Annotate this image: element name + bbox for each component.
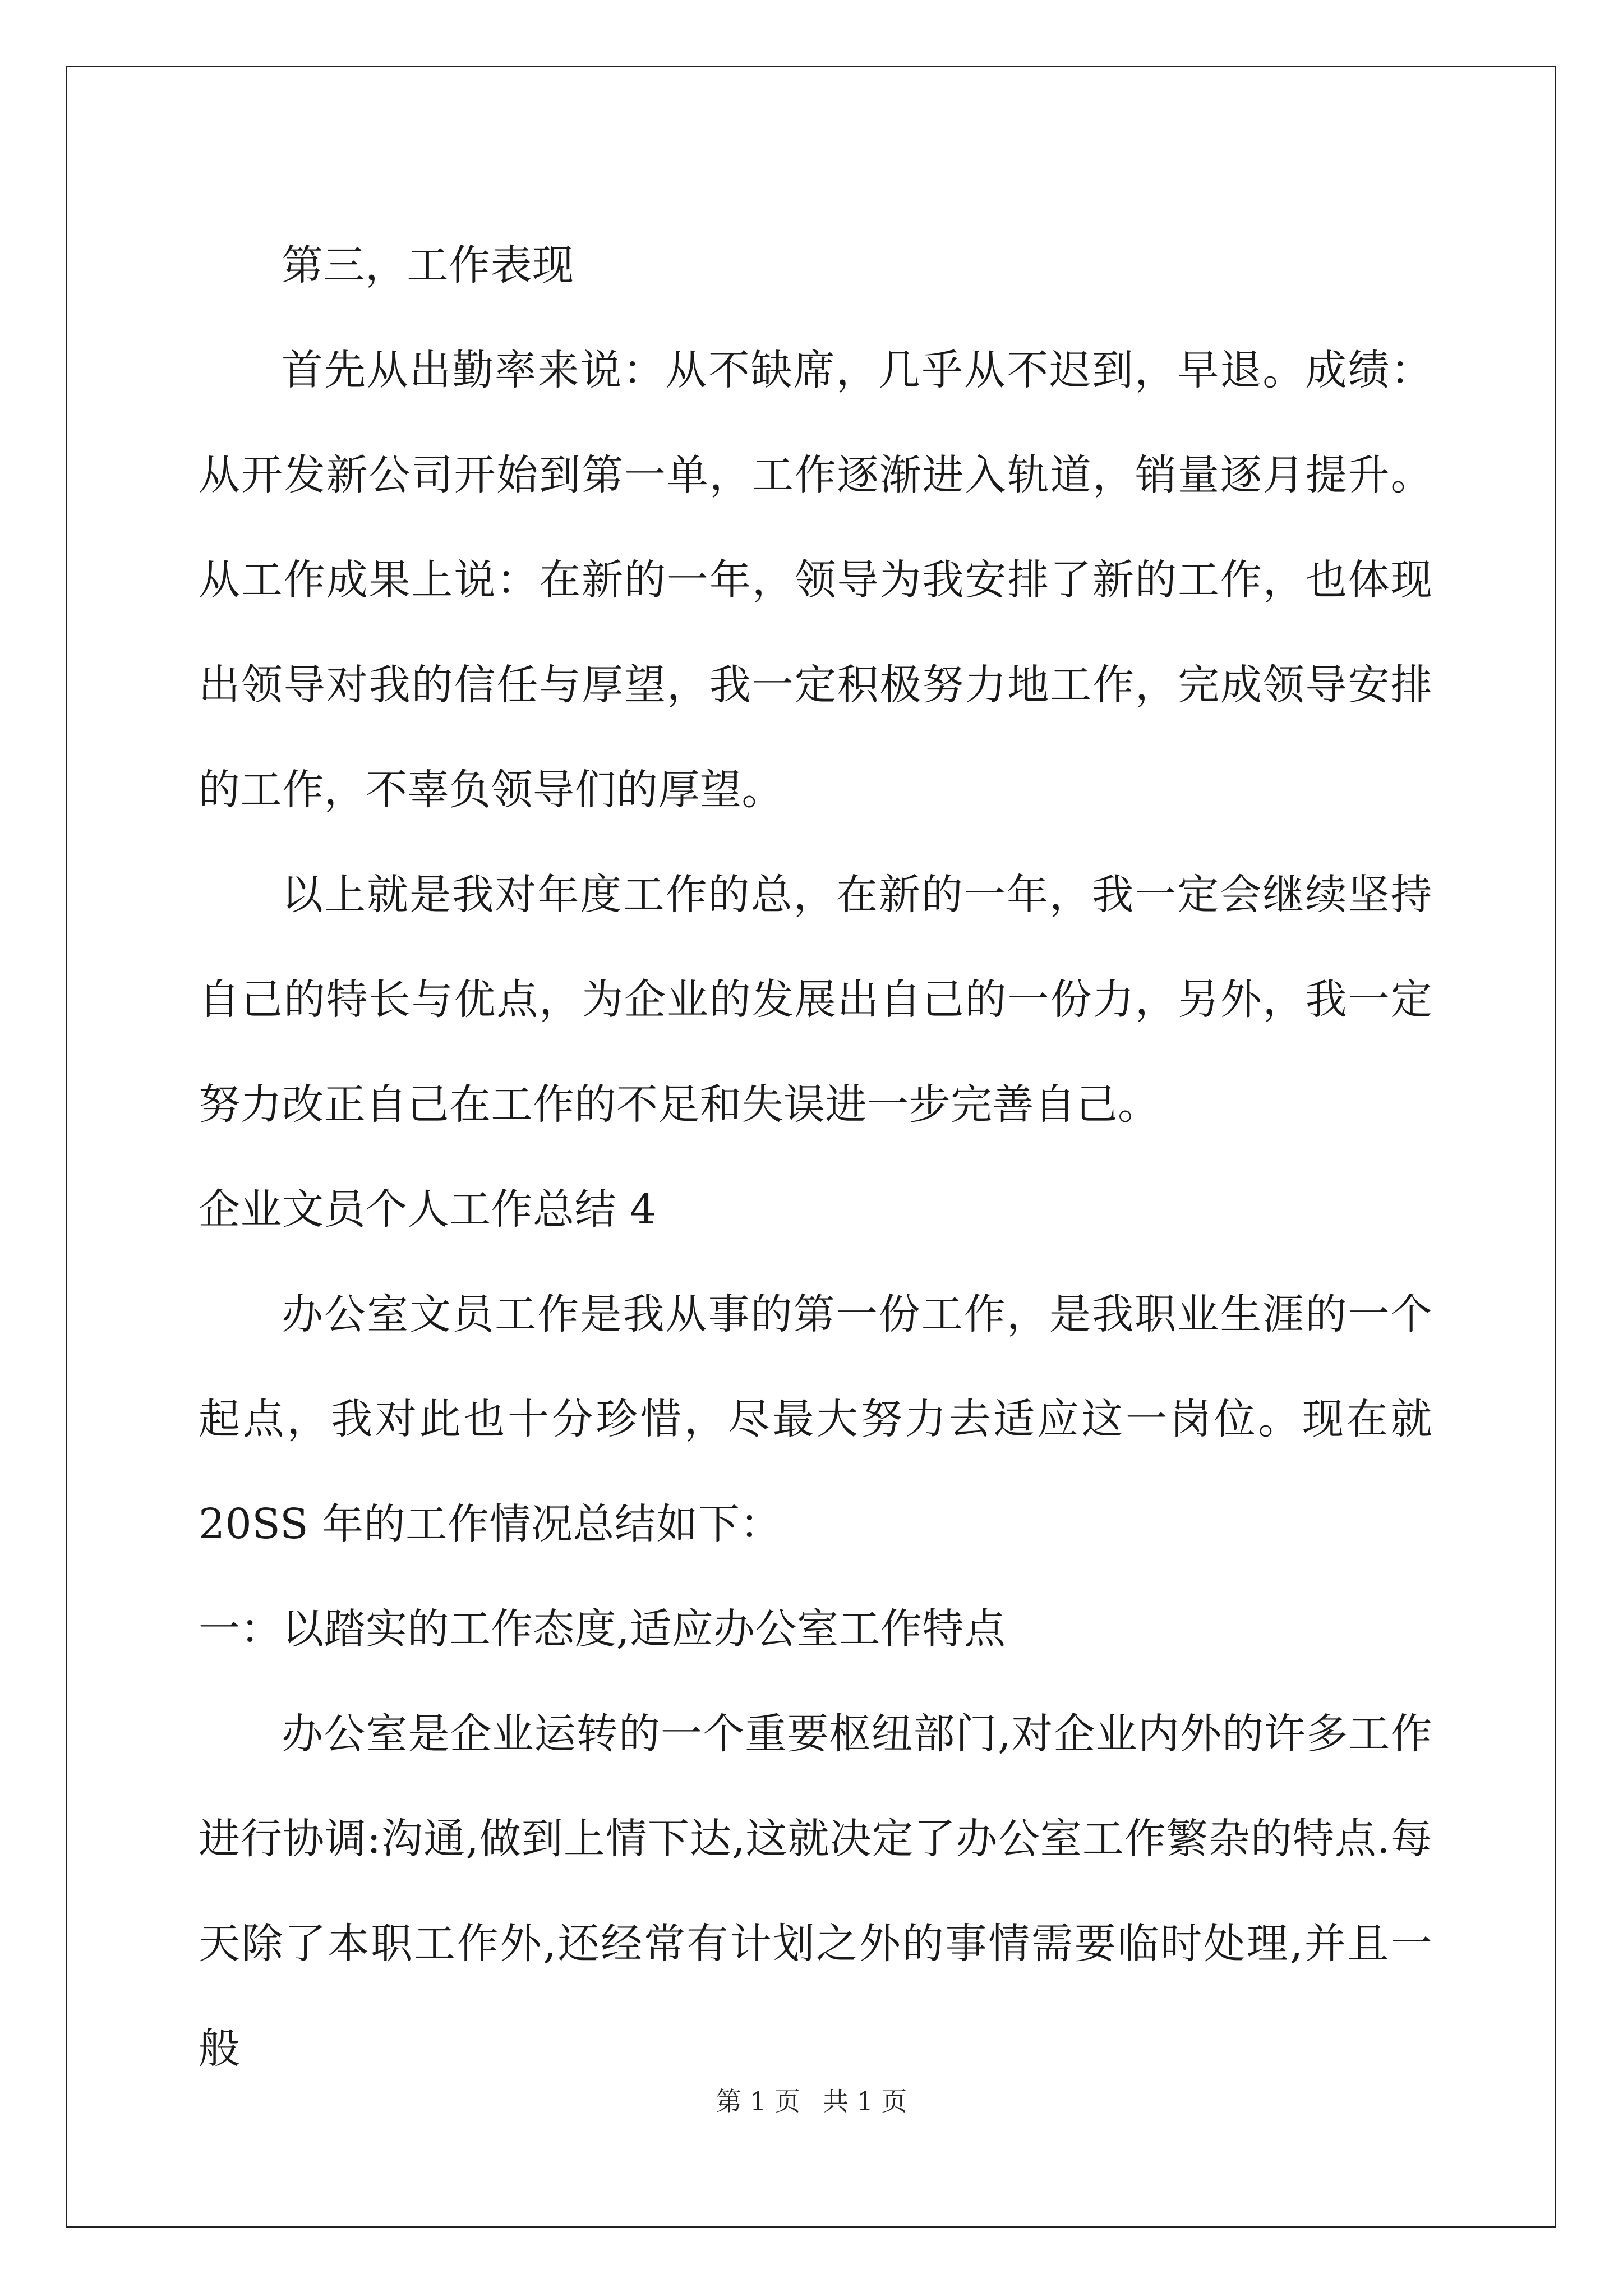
paragraph-intro: 办公室文员工作是我从事的第一份工作，是我职业生涯的一个起点，我对此也十分珍惜，尽最大努力去适应这一岗位。现在就 20SS 年的工作情况总结如下： [199,1290,1432,1548]
page-footer [0,2081,1623,2118]
page-total: 共 1 页 [823,2086,907,2116]
page-number: 第 1 页 [716,2086,800,2116]
paragraph-attendance: 首先从出勤率来说：从不缺席，几乎从不迟到，早退。成绩：从开发新公司开始到第一单，工作逐渐进入轨道，销量逐月提升。从工作成果上说：在新的一年，领导为我安排了新的工作，也体现出领导对我的信任与厚望，我一定积极努力地工作，完成领导安排的工作，不辜负领导们的厚望。 [199,346,1432,814]
paragraph-summary: 以上就是我对年度工作的总，在新的一年，我一定会继续坚持自己的特长与优点，为企业的发展出自己的一份力，另外，我一定努力改正自己在工作的不足和失误进一步完善自己。 [199,871,1432,1129]
paragraph-office-role: 办公室是企业运转的一个重要枢纽部门,对企业内外的许多工作进行协调:沟通,做到上情下达,这就决定了办公室工作繁杂的特点.每天除了本职工作外,还经常有计划之外的事情需要临时处理,并且一般 [199,1710,1432,2073]
section-heading-work-performance: 第三，工作表现 [282,241,574,289]
document-body [199,213,1432,2101]
article-title: 企业文员个人工作总结 4 [199,1185,657,1234]
section-heading-one: 一：以踏实的工作态度,适应办公室工作特点 [199,1605,1006,1653]
